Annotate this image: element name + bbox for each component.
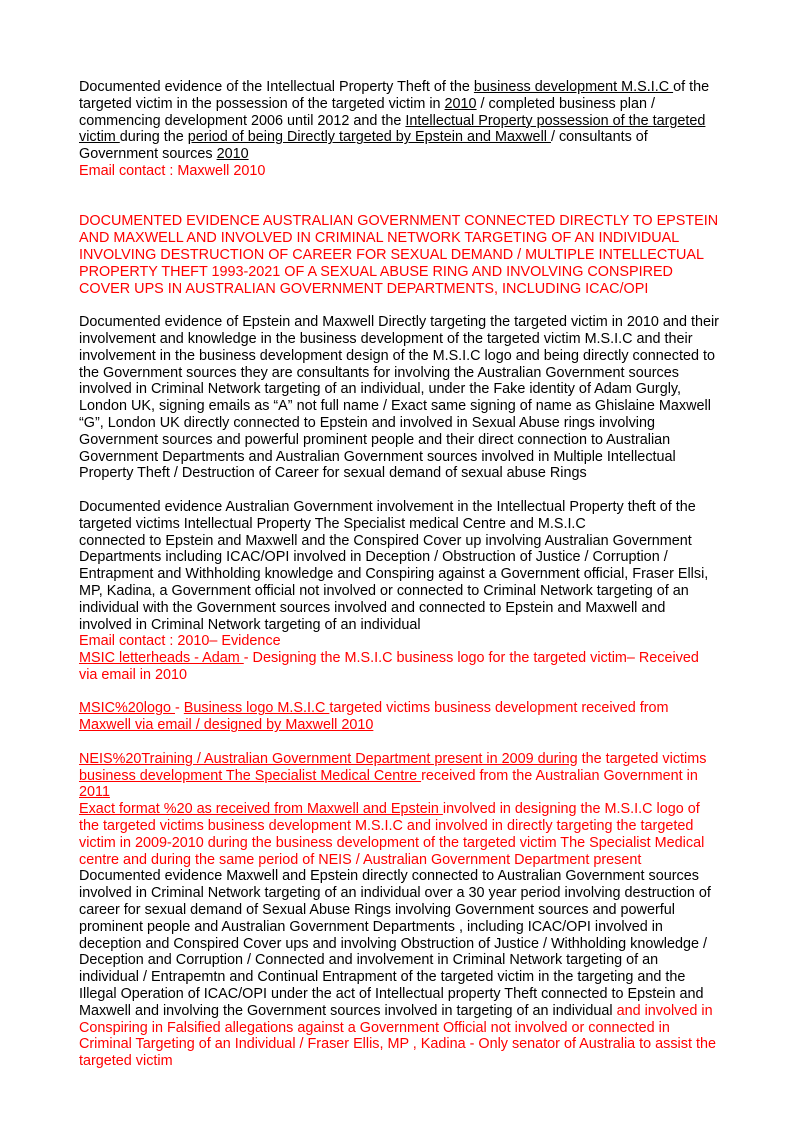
link-ip-possession[interactable]: Intellectual Property possession of the targeted victim (79, 112, 706, 146)
evidence-letterheads: MSIC letterheads - Adam - Designing the M.S.I.C business logo for the targeted victim– Received via email in 2010 (79, 650, 699, 683)
evidence-neis-training: NEIS%20Training / Australian Government Department present in 2009 during the targeted victims business development The Specialist Medical Centre received from the Australian Government in 2011 (79, 750, 707, 801)
paragraph-epstein-maxwell: Documented evidence of Epstein and Maxwell Directly targeting the targeted victim in 2010 and their involvement and knowledge in the business development of the targeted victim M.S.I.C and their involvement in the business development design of the M.S.I.C logo and being directly connected to the Government sources they are consultants for involving the Australian Government sources involved in Criminal Network targeting of an individual, under the Fake identity of Adam Gurgly, London UK, signing emails as “A” not full name / Exact same signing of name as Ghislaine Maxwell “G”, London UK directly connected to Epstein and involved in Sexual Abuse rings involving Government sources and powerful prominent people and their direct connection to Australian Government Departments and Australian Government sources involved in Multiple Intellectual Property Theft / Destruction of Career for sexual demand of sexual abuse Rings (79, 314, 719, 482)
link-business-logo[interactable]: Business logo M.S.I.C (183, 700, 330, 717)
link-neis-training[interactable]: NEIS%20Training / Australian Government Department present in 2009 during (79, 750, 578, 767)
paragraph-msic-theft: Documented evidence of the Intellectual Property Theft of the business development M.S.I.C of the targeted victim in the possession of the targeted victim in 2010 / completed business plan / commencing development 2006 until 2012 and the Intellectual Property possession of the targeted victim during the period of being Directly targeted by Epstein and Maxwell / consultants of Government sources 2010 (79, 79, 710, 163)
link-maxwell-email[interactable]: Maxwell via email / designed by Maxwell 2010 (79, 717, 374, 734)
paragraph-final: Documented evidence Maxwell and Epstein directly connected to Australian Government sources involved in Criminal Network targeting of an individual over a 30 year period involving destruction of career for sexual demand of Sexual Abuse Rings involving Government sources and powerful prominent people and Australian Government Departments , including ICAC/OPI involved in deception and Conspired Cover ups and involving Obstruction of Justice / Withholding knowledge / Deception and Corruption / Connected and involvement in Criminal Network targeting of an individual / Entrapemtn and Continual Entrapment of the targeted victim in the targeting and the Illegal Operation of ICAC/OPI under the act of Intellectual property Theft connected to Epstein and Maxwell and involving the Government sources involved in targeting of an individual and involved in Conspiring in Falsified allegations against a Government Official not involved or connected in Criminal Targeting of an Individual / Fraser Ellis, MP , Kadina - Only senator of Australia to assist the targeted victim (79, 868, 716, 1070)
section-heading: DOCUMENTED EVIDENCE AUSTRALIAN GOVERNMENT CONNECTED DIRECTLY TO EPSTEIN AND MAXWELL AND INVOLVED IN CRIMINAL NETWORK TARGETING OF AN INDIVIDUAL INVOLVING DESTRUCTION OF CAREER FOR SEXUAL DEMAND / MULTIPLE INTELLECTUAL PROPERTY THEFT 1993-2021 OF A SEXUAL ABUSE RING AND INVOLVING CONSPIRED COVER UPS IN AUSTRALIAN GOVERNMENT DEPARTMENTS, INCLUDING ICAC/OPI (79, 213, 719, 297)
link-2010[interactable]: 2010 (444, 95, 477, 112)
link-2010-b[interactable]: 2010 (216, 146, 249, 163)
link-msic-letterheads[interactable]: MSIC letterheads - Adam (79, 650, 244, 667)
link-period-targeted[interactable]: period of being Directly targeted by Epstein and Maxwell (187, 129, 551, 146)
email-contact-maxwell: Email contact : Maxwell 2010 (79, 162, 266, 179)
paragraph-government-involvement-b: connected to Epstein and Maxwell and the Conspired Cover up involving Australian Government Departments including ICAC/OPI involved in Deception / Obstruction of Justice / Corruption / Entrapment and Withholding knowledge and Conspiring against a Government official, Fraser Ellsi, MP, Kadina, a Government official not involved or connected to Criminal Network targeting of an individual with the Government sources involved and connected to Epstein and Maxwell and involved in Criminal Network targeting of an individual (79, 532, 709, 633)
email-contact-evidence: Email contact : 2010– Evidence (79, 633, 281, 650)
evidence-logo: MSIC%20logo - Business logo M.S.I.C targeted victims business development received from Maxwell via email / designed by Maxwell 2010 (79, 700, 669, 734)
link-business-development[interactable]: business development M.S.I.C (473, 79, 674, 95)
evidence-exact-format: Exact format %20 as received from Maxwell and Epstein involved in designing the M.S.I.C logo of the targeted victims business development M.S.I.C and involved in directly targeting the targeted victim in 2009-2010 during the business development of the targeted victim The Specialist Medical centre and during the same period of NEIS / Australian Government Department present (79, 801, 705, 868)
paragraph-government-involvement-a: Documented evidence Australian Government involvement in the Intellectual Property theft of the targeted victims Intellectual Property The Specialist medical Centre and M.S.I.C (79, 498, 696, 532)
document-page (79, 79, 719, 1070)
link-specialist-medical-centre[interactable]: business development The Specialist Medical Centre (79, 767, 422, 784)
link-msic-logo[interactable]: MSIC%20logo (79, 700, 175, 717)
link-2011[interactable]: 2011 (79, 784, 110, 801)
link-exact-format[interactable]: Exact format %20 as received from Maxwell and Epstein (79, 801, 443, 818)
